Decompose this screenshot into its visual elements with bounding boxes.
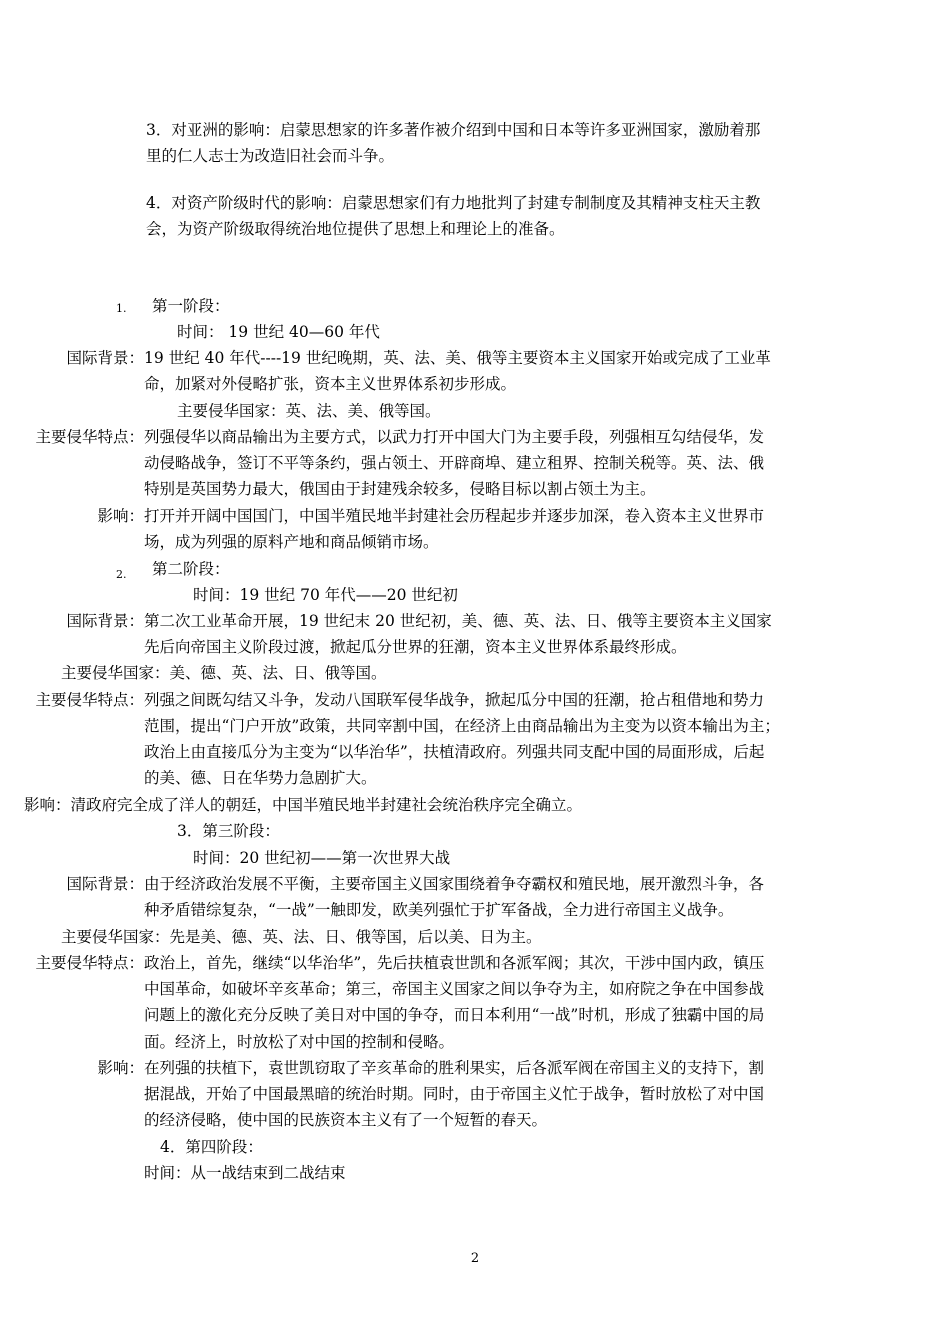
stage3-bg-line2: 种矛盾错综复杂，“一战”一触即发，欧美列强忙于扩军备战，全力进行帝国主义战争。 <box>144 901 734 919</box>
stage3-features-line4: 面。经济上，时放松了对中国的控制和侵略。 <box>144 1033 455 1051</box>
stage1-features-label: 主要侵华特点： <box>35 428 144 446</box>
stage3-impact-line2: 据混战，开始了中国最黑暗的统治时期。同时，由于帝国主义忙于战争，暂时放松了对中国 <box>144 1085 765 1103</box>
stage3-heading: 3．第三阶段： <box>177 822 280 840</box>
stage1-number: 1. <box>116 302 127 315</box>
stage2-features-label: 主要侵华特点： <box>35 691 144 709</box>
stage3-impact-line3: 的经济侵略，使中国的民族资本主义有了一个短暂的春天。 <box>144 1111 548 1129</box>
stage1-heading: 第一阶段： <box>152 297 230 315</box>
stage2-features-line2: 范围，提出“门户开放”政策，共同宰割中国，在经济上由商品输出为主变为以资本输出为主； <box>144 717 780 735</box>
stage3-bg-label: 国际背景： <box>66 875 144 893</box>
stage3-features-line3: 问题上的激化充分反映了美日对中国的争夺，而日本利用“一战”时机，形成了独霸中国的局 <box>144 1006 765 1024</box>
intro-p4-line1: 4．对资产阶级时代的影响：启蒙思想家们有力地批判了封建专制制度及其精神支柱天主教 <box>146 194 761 212</box>
stage1-features-line3: 特别是英国势力最大，俄国由于封建残余较多，侵略目标以割占领土为主。 <box>144 480 656 498</box>
stage2-impact: 影响：清政府完全成了洋人的朝廷，中国半殖民地半封建社会统治秩序完全确立。 <box>24 796 583 814</box>
stage3-time: 时间：20 世纪初——第一次世界大战 <box>193 849 451 867</box>
stage3-impact-label: 影响： <box>97 1059 144 1077</box>
stage2-bg-label: 国际背景： <box>66 612 144 630</box>
stage2-countries: 主要侵华国家：美、德、英、法、日、俄等国。 <box>61 664 387 682</box>
stage2-number: 2. <box>116 568 127 581</box>
stage1-bg-line2: 命，加紧对外侵略扩张，资本主义世界体系初步形成。 <box>144 375 517 393</box>
stage3-features-line1: 政治上，首先，继续“以华治华”，先后扶植袁世凯和各派军阀；其次，干涉中国内政，镇压 <box>144 954 765 972</box>
stage2-bg-line1: 第二次工业革命开展，19 世纪末 20 世纪初，美、德、英、法、日、俄等主要资本主义国家 <box>144 612 772 630</box>
stage2-heading: 第二阶段： <box>152 560 230 578</box>
stage2-features-line1: 列强之间既勾结又斗争，发动八国联军侵华战争，掀起瓜分中国的狂潮，抢占租借地和势力 <box>144 691 765 709</box>
stage3-features-line2: 中国革命，如破坏辛亥革命；第三，帝国主义国家之间以争夺为主，如府院之争在中国参战 <box>144 980 765 998</box>
stage3-countries: 主要侵华国家：先是美、德、英、法、日、俄等国，后以美、日为主。 <box>61 928 542 946</box>
stage1-features-line1: 列强侵华以商品输出为主要方式，以武力打开中国大门为主要手段，列强相互勾结侵华，发 <box>144 428 765 446</box>
stage3-impact-line1: 在列强的扶植下，袁世凯窃取了辛亥革命的胜利果实，后各派军阀在帝国主义的支持下，割 <box>144 1059 765 1077</box>
stage2-features-line3: 政治上由直接瓜分为主变为“以华治华”，扶植清政府。列强共同支配中国的局面形成，后起 <box>144 743 765 761</box>
intro-p4-line2: 会，为资产阶级取得统治地位提供了思想上和理论上的准备。 <box>146 220 565 238</box>
stage3-bg-line1: 由于经济政治发展不平衡，主要帝国主义国家围绕着争夺霸权和殖民地，展开激烈斗争，各 <box>144 875 765 893</box>
stage1-features-line2: 动侵略战争，签订不平等条约，强占领土、开辟商埠、建立租界、控制关税等。英、法、俄 <box>144 454 765 472</box>
stage1-countries: 主要侵华国家：英、法、美、俄等国。 <box>177 402 441 420</box>
stage1-time: 时间： 19 世纪 40—60 年代 <box>177 323 380 341</box>
stage2-time: 时间：19 世纪 70 年代——20 世纪初 <box>193 586 458 604</box>
stage4-time: 时间：从一战结束到二战结束 <box>144 1164 346 1182</box>
stage1-impact-label: 影响： <box>97 507 144 525</box>
stage2-bg-line2: 先后向帝国主义阶段过渡，掀起瓜分世界的狂潮，资本主义世界体系最终形成。 <box>144 638 687 656</box>
intro-p3-line1: 3．对亚洲的影响：启蒙思想家的许多著作被介绍到中国和日本等许多亚洲国家，激励着那 <box>146 121 761 139</box>
stage1-bg-label: 国际背景： <box>66 349 144 367</box>
intro-p3-line2: 里的仁人志士为改造旧社会而斗争。 <box>146 147 395 165</box>
stage1-impact-line1: 打开并开阔中国国门，中国半殖民地半封建社会历程起步并逐步加深，卷入资本主义世界市 <box>144 507 765 525</box>
stage1-bg-line1: 19 世纪 40 年代----19 世纪晚期，英、法、美、俄等主要资本主义国家开始或完成了工业革 <box>144 349 771 367</box>
stage1-impact-line2: 场，成为列强的原料产地和商品倾销市场。 <box>144 533 439 551</box>
stage4-heading: 4．第四阶段： <box>160 1138 263 1156</box>
page-number: 2 <box>470 1251 480 1266</box>
stage3-features-label: 主要侵华特点： <box>35 954 144 972</box>
stage2-features-line4: 的美、德、日在华势力急剧扩大。 <box>144 769 377 787</box>
